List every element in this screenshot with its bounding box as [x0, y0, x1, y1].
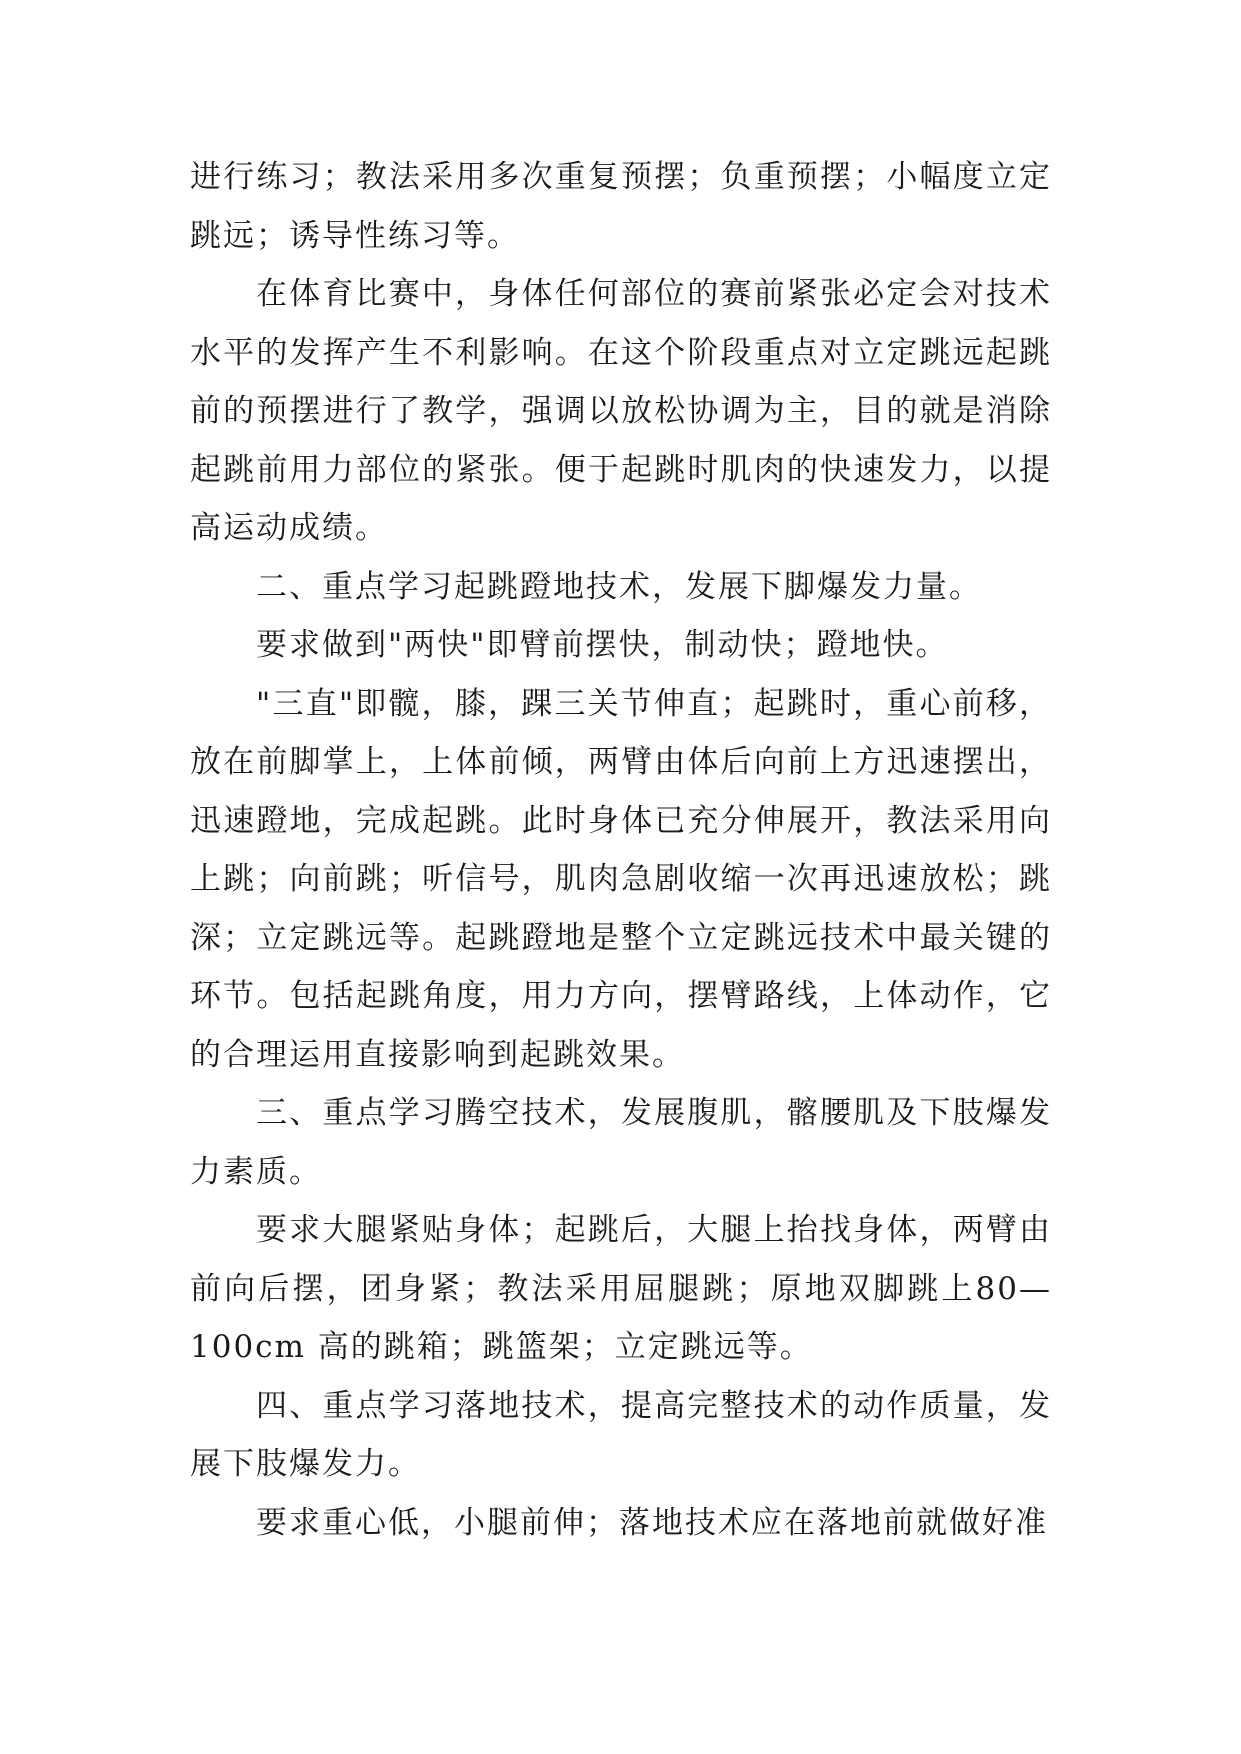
document-body: [190, 148, 1052, 1552]
paragraph-9: 要求重心低，小腿前伸；落地技术应在落地前就做好准: [256, 1504, 1048, 1541]
paragraph-1: 进行练习；教法采用多次重复预摆；负重预摆；小幅度立定跳远；诱导性练习等。: [190, 159, 1052, 254]
paragraph-4: 要求做到"两快"即臂前摆快，制动快；蹬地快。: [256, 627, 949, 663]
paragraph-7: 要求大腿紧贴身体；起跳后，大腿上抬找身体，两臂由前向后摆，团身紧；教法采用屈腿跳；原地双脚跳上80—100cm 高的跳箱；跳篮架；立定跳远等。: [190, 1212, 1052, 1365]
paragraph-2: 在体育比赛中，身体任何部位的赛前紧张必定会对技术水平的发挥产生不利影响。在这个阶段重点对立定跳远起跳前的预摆进行了教学，强调以放松协调为主，目的就是消除起跳前用力部位的紧张。便于起跳时肌肉的快速发力，以提高运动成绩。: [190, 276, 1052, 546]
paragraph-5: "三直"即髋，膝，踝三关节伸直；起跳时，重心前移，放在前脚掌上，上体前倾，两臂由体后向前上方迅速摆出，迅速蹬地，完成起跳。此时身体已充分伸展开，教法采用向上跳；向前跳；听信号，肌肉急剧收缩一次再迅速放松；跳深；立定跳远等。起跳蹬地是整个立定跳远技术中最关键的环节。包括起跳角度，用力方向，摆臂路线，上体动作，它的合理运用直接影响到起跳效果。: [190, 685, 1052, 1073]
paragraph-8: 四、重点学习落地技术，提高完整技术的动作质量，发展下肢爆发力。: [190, 1387, 1052, 1482]
paragraph-6: 三、重点学习腾空技术，发展腹肌，髂腰肌及下肢爆发力素质。: [190, 1095, 1052, 1190]
paragraph-3: 二、重点学习起跳蹬地技术，发展下脚爆发力量。: [256, 568, 982, 605]
